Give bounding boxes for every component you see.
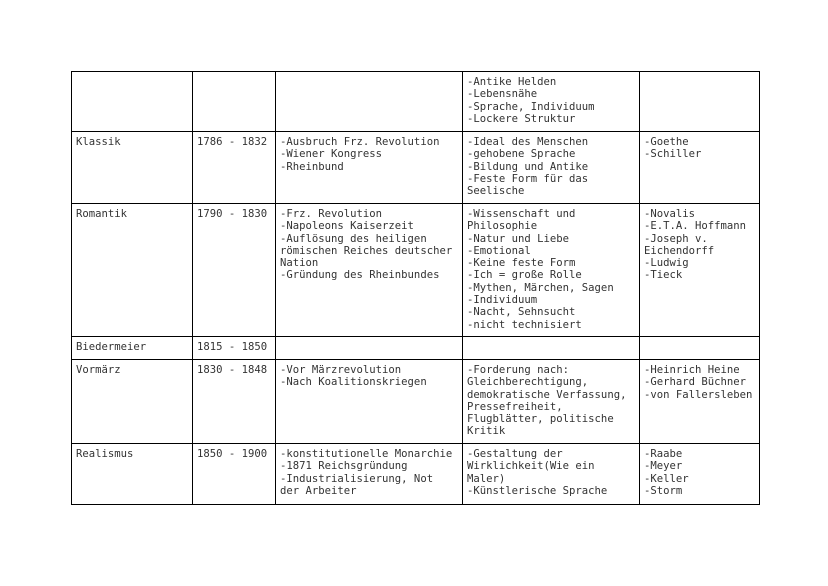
features-cell bbox=[463, 444, 640, 505]
history-cell bbox=[276, 72, 463, 132]
author-item: -Heinrich Heine bbox=[644, 364, 740, 376]
author-item: -Tieck bbox=[644, 269, 683, 282]
history-item: -Industrialisierung, Not der Arbeiter bbox=[280, 472, 440, 497]
feature-item: -Lebensnähe bbox=[467, 88, 538, 101]
author-item: -Gerhard Büchner bbox=[644, 376, 747, 389]
feature-item: -Bildung und Antike bbox=[467, 160, 589, 173]
feature-item: -gehobene Sprache bbox=[467, 148, 576, 161]
features-cell bbox=[463, 132, 640, 204]
period-label: 1790 - 1830 bbox=[197, 208, 268, 220]
authors-cell bbox=[640, 360, 760, 444]
features-cell bbox=[463, 337, 640, 360]
feature-item: -Sprache, Individuum bbox=[467, 100, 595, 113]
features-cell bbox=[463, 72, 640, 132]
author-item: -Raabe bbox=[644, 448, 683, 460]
epoch-cell bbox=[72, 72, 193, 132]
feature-item: -Keine feste Form bbox=[467, 257, 576, 270]
feature-item: -Ideal des Menschen bbox=[467, 136, 589, 148]
author-item: -Meyer bbox=[644, 460, 683, 473]
period-cell bbox=[193, 444, 276, 505]
author-item: -Keller bbox=[644, 472, 689, 485]
history-item: -Vor Märzrevolution bbox=[280, 364, 402, 376]
history-cell bbox=[276, 204, 463, 337]
features-cell bbox=[463, 204, 640, 337]
author-item: -E.T.A. Hoffmann bbox=[644, 220, 747, 233]
feature-item: -Lockere Struktur bbox=[467, 112, 576, 125]
history-item: -Napoleons Kaiserzeit bbox=[280, 220, 414, 233]
history-item: -konstitutionelle Monarchie bbox=[280, 448, 453, 460]
author-item: -Novalis bbox=[644, 208, 696, 220]
author-item: -Goethe bbox=[644, 136, 689, 148]
feature-item: -Künstlerische Sprache bbox=[467, 484, 608, 497]
epoch-cell bbox=[72, 337, 193, 360]
feature-item: -nicht technisiert bbox=[467, 318, 582, 331]
author-item: -Joseph v. Eichendorff bbox=[644, 232, 715, 257]
author-item: -Ludwig bbox=[644, 257, 689, 270]
history-item: -Wiener Kongress bbox=[280, 148, 383, 161]
features-cell bbox=[463, 360, 640, 444]
authors-cell bbox=[640, 72, 760, 132]
author-item: -Storm bbox=[644, 484, 683, 497]
epoch-cell bbox=[72, 444, 193, 505]
period-cell bbox=[193, 337, 276, 360]
feature-item: -Forderung nach: Gleichberechtigung, demokratische Verfassung, Pressefreiheit, Flugblätter, politische Kritik bbox=[467, 364, 633, 438]
table-row bbox=[72, 444, 760, 505]
epoch-label: Klassik bbox=[76, 136, 121, 148]
feature-item: -Mythen, Märchen, Sagen bbox=[467, 281, 614, 294]
table-body bbox=[72, 72, 760, 505]
history-item: -Rheinbund bbox=[280, 160, 344, 173]
epoch-cell bbox=[72, 204, 193, 337]
table-row bbox=[72, 204, 760, 337]
period-cell bbox=[193, 132, 276, 204]
feature-item: -Gestaltung der Wirklichkeit(Wie ein Maler) bbox=[467, 448, 601, 485]
feature-item: -Feste Form für das Seelische bbox=[467, 172, 595, 198]
period-cell bbox=[193, 204, 276, 337]
history-item: -Frz. Revolution bbox=[280, 208, 383, 220]
authors-cell bbox=[640, 444, 760, 505]
history-cell bbox=[276, 337, 463, 360]
epoch-label: Vormärz bbox=[76, 364, 121, 376]
epoch-label: Romantik bbox=[76, 208, 128, 220]
history-cell bbox=[276, 132, 463, 204]
period-label: 1830 - 1848 bbox=[197, 364, 268, 376]
feature-item: -Wissenschaft und Philosophie bbox=[467, 208, 582, 233]
history-item: -Gründung des Rheinbundes bbox=[280, 269, 440, 282]
history-cell bbox=[276, 360, 463, 444]
table-row bbox=[72, 360, 760, 444]
table-row bbox=[72, 72, 760, 132]
period-label: 1850 - 1900 bbox=[197, 448, 268, 460]
epoch-label: Realismus bbox=[76, 448, 134, 460]
feature-item: -Natur und Liebe bbox=[467, 232, 570, 245]
table-row bbox=[72, 337, 760, 360]
authors-cell bbox=[640, 132, 760, 204]
epoch-cell bbox=[72, 132, 193, 204]
history-item: -Auflösung des heiligen römischen Reiches deutscher Nation bbox=[280, 232, 459, 270]
authors-cell bbox=[640, 337, 760, 360]
period-label: 1786 - 1832 bbox=[197, 136, 268, 148]
feature-item: -Ich = große Rolle bbox=[467, 269, 582, 282]
history-item: -Ausbruch Frz. Revolution bbox=[280, 136, 440, 148]
period-cell bbox=[193, 360, 276, 444]
period-label: 1815 - 1850 bbox=[197, 341, 268, 353]
history-cell bbox=[276, 444, 463, 505]
table-row bbox=[72, 132, 760, 204]
period-cell bbox=[193, 72, 276, 132]
epoch-label: Biedermeier bbox=[76, 341, 147, 353]
epoch-cell bbox=[72, 360, 193, 444]
feature-item: -Emotional bbox=[467, 244, 531, 257]
epochs-table bbox=[71, 71, 760, 505]
feature-item: -Antike Helden bbox=[467, 76, 557, 88]
feature-item: -Individuum bbox=[467, 294, 538, 307]
feature-item: -Nacht, Sehnsucht bbox=[467, 306, 576, 319]
author-item: -Schiller bbox=[644, 148, 702, 161]
history-item: -1871 Reichsgründung bbox=[280, 460, 408, 473]
history-item: -Nach Koalitionskriegen bbox=[280, 376, 427, 389]
author-item: -von Fallersleben bbox=[644, 388, 753, 401]
authors-cell bbox=[640, 204, 760, 337]
